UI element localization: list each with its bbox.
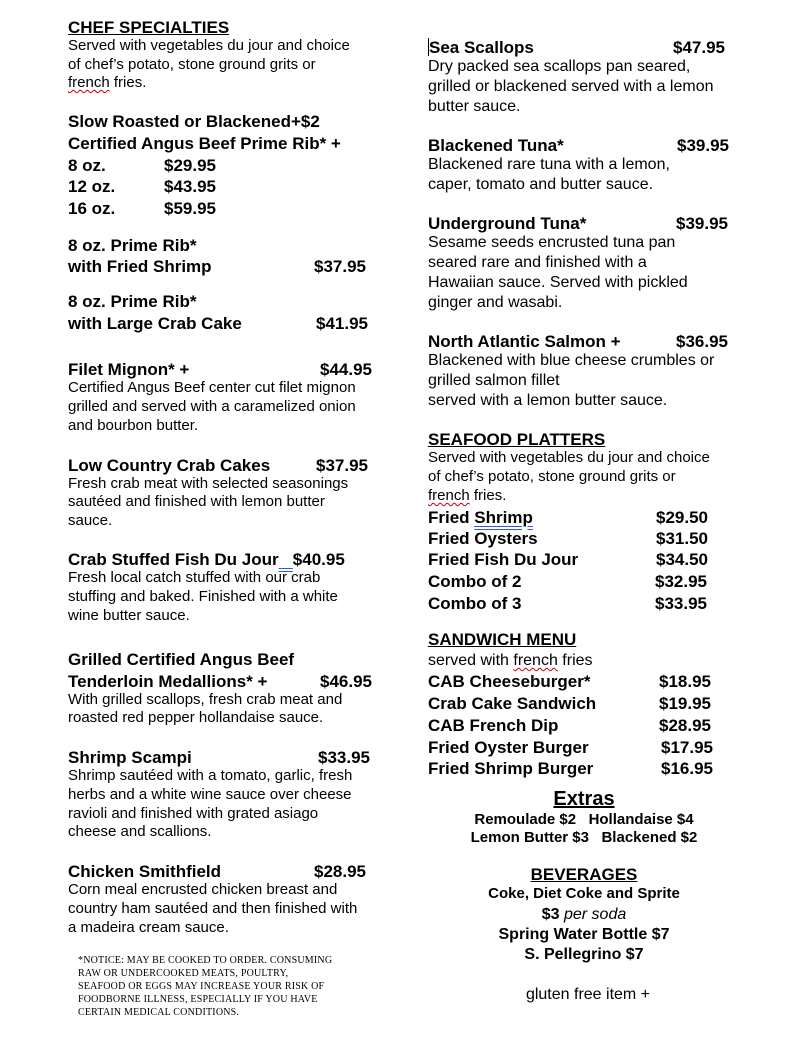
sandwich-price: $17.95 <box>661 738 713 757</box>
extras-line: Lemon Butter $3 Blackened $2 <box>470 829 698 846</box>
platters-desc: of chef’s potato, stone ground grits or <box>428 468 676 485</box>
platter-item: Combo of 3 <box>428 594 522 613</box>
medallions-price: $46.95 <box>320 672 372 691</box>
rib-shrimp-price: $37.95 <box>314 257 366 276</box>
stuffed-fish-title: Crab Stuffed Fish Du Jour $40.95 <box>68 550 345 569</box>
beverages-line: Coke, Diet Coke and Sprite <box>488 885 680 902</box>
beverages-header: BEVERAGES <box>530 865 638 884</box>
filet-price: $44.95 <box>320 360 372 379</box>
scallops-title: Sea Scallops <box>429 38 534 57</box>
crab-cakes-desc: sautéed and finished with lemon butter <box>68 493 325 510</box>
rib-crab-title: 8 oz. Prime Rib* <box>68 292 197 311</box>
scallops-desc: Dry packed sea scallops pan seared, <box>428 58 691 75</box>
scampi-desc: herbs and a white wine sauce over cheese <box>68 786 352 803</box>
crab-cakes-desc: Fresh crab meat with selected seasonings <box>68 475 349 492</box>
rib-shrimp-title: with Fried Shrimp <box>68 257 212 276</box>
scallops-desc: butter sauce. <box>428 98 521 115</box>
chef-desc-line: Served with vegetables du jour and choice <box>68 37 350 54</box>
underground-tuna-desc: ginger and wasabi. <box>428 294 563 311</box>
underground-tuna-desc: Sesame seeds encrusted tuna pan <box>428 234 676 251</box>
platters-desc: Served with vegetables du jour and choice <box>428 449 710 466</box>
spellcheck-word: french <box>513 652 558 669</box>
smithfield-desc: Corn meal encrusted chicken breast and <box>68 881 338 898</box>
chef-specialties-header: CHEF SPECIALTIES <box>68 18 230 37</box>
stuffed-fish-desc: Fresh local catch stuffed with our crab <box>68 569 321 586</box>
smithfield-title: Chicken Smithfield <box>68 862 222 881</box>
chef-desc-line: french fries. <box>68 74 147 91</box>
raw-food-notice: *NOTICE: MAY BE COOKED TO ORDER. CONSUMING RAW OR UNDERCOOKED MEATS, POULTRY, SEAFOOD OR EGGS MAY INCREASE YOUR RISK OF FOODBORNE ILLNESS, ESPECIALLY IF YOU HAVE CERTAIN MEDICAL CONDITIONS. <box>78 955 333 1018</box>
platter-price: $34.50 <box>656 550 708 569</box>
prime-rib-size: 16 oz. <box>68 199 116 218</box>
prime-rib-price: $29.95 <box>164 156 216 175</box>
platter-price: $32.95 <box>655 572 707 591</box>
platter-item: Combo of 2 <box>428 572 522 591</box>
platter-item: Fried Fish Du Jour <box>428 550 579 569</box>
sandwich-desc: served with french fries <box>428 652 593 669</box>
platter-price: $33.95 <box>655 594 707 613</box>
scampi-desc: cheese and scallions. <box>68 823 212 840</box>
platter-item: Fried Oysters <box>428 529 538 548</box>
medallions-desc: roasted red pepper hollandaise sauce. <box>68 709 324 726</box>
sandwich-item: CAB French Dip <box>428 716 559 735</box>
beverages-pellegrino: S. Pellegrino $7 <box>524 946 644 963</box>
smithfield-desc: country ham sautéed and then finished with <box>68 900 358 917</box>
crab-cakes-price: $37.95 <box>316 456 368 475</box>
rib-crab-price: $41.95 <box>316 314 368 333</box>
scampi-title: Shrimp Scampi <box>68 748 192 767</box>
underground-tuna-price: $39.95 <box>676 214 728 233</box>
smithfield-price: $28.95 <box>314 862 366 881</box>
underground-tuna-desc: Hawaiian sauce. Served with pickled <box>428 274 688 291</box>
sandwich-price: $16.95 <box>661 759 713 778</box>
spellcheck-word: french <box>428 487 470 504</box>
crab-cakes-title: Low Country Crab Cakes <box>68 456 271 475</box>
blackened-tuna-desc: caper, tomato and butter sauce. <box>428 176 654 193</box>
prime-rib-size: 8 oz. <box>68 156 106 175</box>
salmon-desc: grilled salmon fillet <box>428 372 560 389</box>
rib-crab-title: with Large Crab Cake <box>68 314 242 333</box>
crab-cakes-desc: sauce. <box>68 512 113 529</box>
spellcheck-word: french <box>68 74 110 91</box>
scampi-desc: ravioli and finished with grated asiago <box>68 805 319 822</box>
gluten-free-note: gluten free item + <box>525 986 651 1003</box>
extras-line: Remoulade $2 Hollandaise $4 <box>474 811 694 828</box>
underground-tuna-desc: seared rare and finished with a <box>428 254 647 271</box>
medallions-title: Grilled Certified Angus Beef <box>68 650 295 669</box>
seafood-platters-header: SEAFOOD PLATTERS <box>428 430 606 449</box>
sandwich-price: $18.95 <box>659 672 711 691</box>
salmon-desc: served with a lemon butter sauce. <box>428 392 668 409</box>
filet-desc: and bourbon butter. <box>68 417 199 434</box>
rib-shrimp-title: 8 oz. Prime Rib* <box>68 236 197 255</box>
filet-desc: Certified Angus Beef center cut filet mignon <box>68 379 356 396</box>
salmon-price: $36.95 <box>676 332 728 351</box>
blackened-tuna-desc: Blackened rare tuna with a lemon, <box>428 156 670 173</box>
platter-item: Fried Shrimp <box>428 508 533 527</box>
salmon-title: North Atlantic Salmon + <box>428 332 621 351</box>
sandwich-item: CAB Cheeseburger* <box>428 672 591 691</box>
smithfield-desc: a madeira cream sauce. <box>68 919 229 936</box>
medallions-title: Tenderloin Medallions* + <box>68 672 268 691</box>
stuffed-fish-price: $40.95 <box>292 550 345 569</box>
beverages-water: Spring Water Bottle $7 <box>498 926 670 943</box>
prime-rib-price: $59.95 <box>164 199 216 218</box>
prime-rib-title: Slow Roasted or Blackened+$2 <box>68 112 320 131</box>
scallops-price: $47.95 <box>673 38 725 57</box>
blackened-tuna-title: Blackened Tuna* <box>428 136 564 155</box>
filet-desc: grilled and served with a caramelized onion <box>68 398 356 415</box>
platter-price: $29.50 <box>656 508 708 527</box>
filet-title: Filet Mignon* + <box>68 360 190 379</box>
extras-header: Extras <box>553 788 615 810</box>
prime-rib-title: Certified Angus Beef Prime Rib* + <box>68 134 341 153</box>
sandwich-item: Fried Shrimp Burger <box>428 759 594 778</box>
scampi-desc: Shrimp sautéed with a tomato, garlic, fresh <box>68 767 353 784</box>
stuffed-fish-desc: stuffing and baked. Finished with a white <box>68 588 338 605</box>
sandwich-price: $28.95 <box>659 716 711 735</box>
prime-rib-size: 12 oz. <box>68 177 116 196</box>
platter-price: $31.50 <box>656 529 708 548</box>
sandwich-menu-header: SANDWICH MENU <box>428 630 577 649</box>
sandwich-item: Fried Oyster Burger <box>428 738 589 757</box>
blackened-tuna-price: $39.95 <box>677 136 729 155</box>
underground-tuna-title: Underground Tuna* <box>428 214 587 233</box>
sandwich-price: $19.95 <box>659 694 711 713</box>
prime-rib-price: $43.95 <box>164 177 216 196</box>
scallops-desc: grilled or blackened served with a lemon <box>428 78 714 95</box>
scampi-price: $33.95 <box>318 748 370 767</box>
sandwich-item: Crab Cake Sandwich <box>428 694 597 713</box>
medallions-desc: With grilled scallops, fresh crab meat and <box>68 691 343 708</box>
chef-desc-line: of chef’s potato, stone ground grits or <box>68 56 316 73</box>
platters-desc: french fries. <box>428 487 507 504</box>
salmon-desc: Blackened with blue cheese crumbles or <box>428 352 715 369</box>
stuffed-fish-desc: wine butter sauce. <box>68 607 190 624</box>
beverages-soda-price: $3 per soda <box>541 906 627 923</box>
